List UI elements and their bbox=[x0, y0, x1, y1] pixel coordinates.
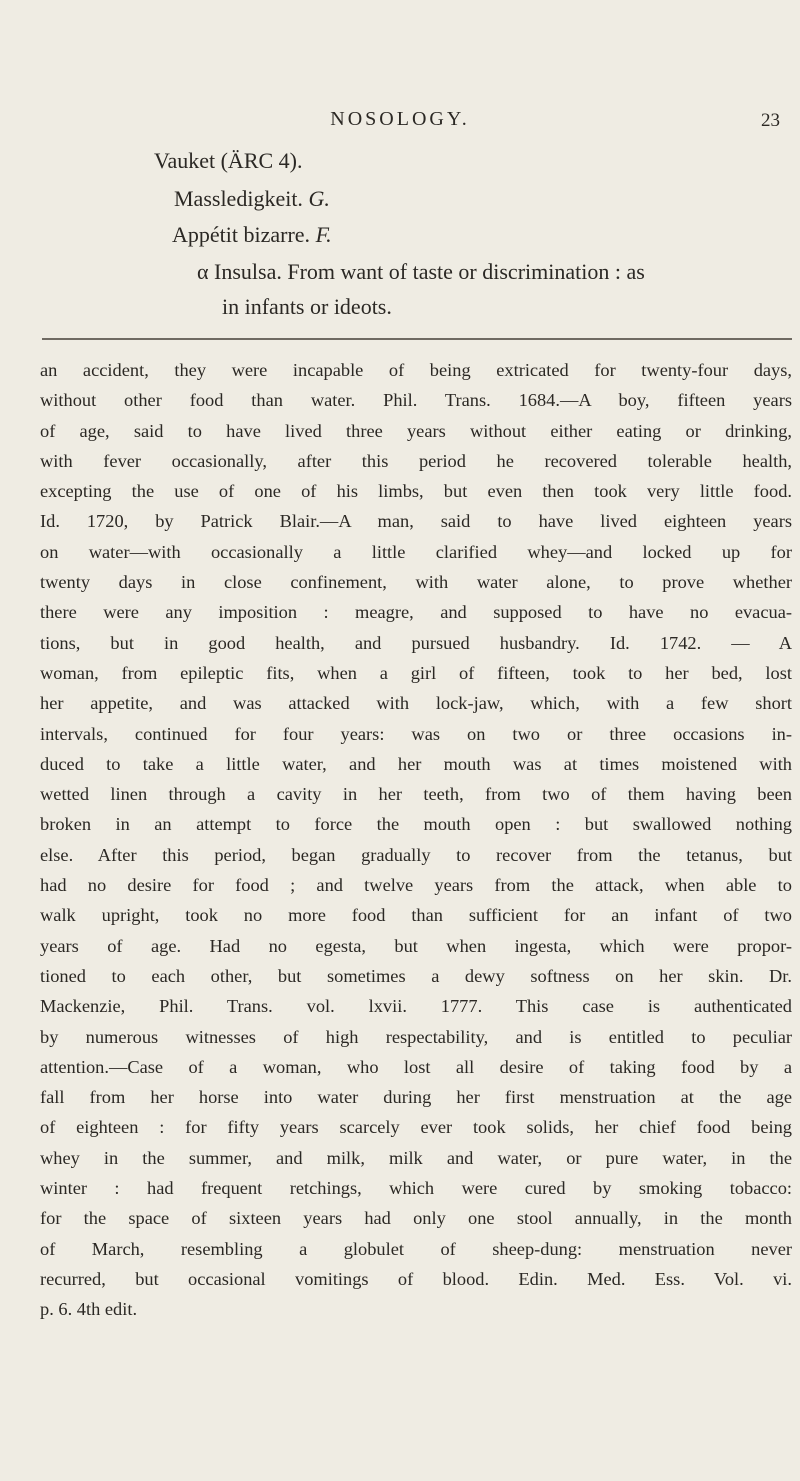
text-line: her appetite, and was attacked with lock-jaw, which, with a few short bbox=[40, 693, 792, 714]
text-line: an accident, they were incapable of being extricated for twenty-four days, bbox=[40, 360, 792, 380]
text-line: by numerous witnesses of high respectability, and is entitled to peculiar bbox=[40, 1026, 792, 1047]
text-line: of eighteen : for fifty years scarcely ever took solids, her chief food being bbox=[40, 1117, 792, 1138]
text-line: woman, from epileptic fits, when a girl of fifteen, took to her bed, lost bbox=[40, 662, 792, 683]
running-title: NOSOLOGY. bbox=[330, 108, 470, 130]
page-number: 23 bbox=[761, 110, 780, 131]
entry-author: G. bbox=[308, 186, 330, 211]
text-line: with fever occasionally, after this period he recovered tolerable health, bbox=[40, 450, 792, 471]
text-line: tioned to each other, but sometimes a dewy softness on her skin. Dr. bbox=[40, 965, 792, 986]
text-line: of March, resembling a globulet of sheep-dung: menstruation never bbox=[40, 1238, 792, 1259]
text-line: wetted linen through a cavity in her teeth, from two of them having been bbox=[40, 784, 792, 805]
text-line: winter : had frequent retchings, which were cured by smoking tobacco: bbox=[40, 1178, 792, 1199]
text-line: twenty days in close confinement, with water alone, to prove whether bbox=[40, 572, 792, 593]
entry-massledigkeit: Massledigkeit. G. bbox=[174, 186, 330, 211]
text-line: walk upright, took no more food than sufficient for an infant of two bbox=[40, 905, 792, 926]
text-line: years of age. Had no egesta, but when ingesta, which were propor- bbox=[40, 935, 792, 956]
text-line: fall from her horse into water during her first menstruation at the age bbox=[40, 1087, 792, 1108]
text-line: Id. 1720, by Patrick Blair.—A man, said to have lived eighteen years bbox=[40, 511, 792, 532]
text-line: p. 6. 4th edit. bbox=[40, 1299, 138, 1320]
body-paragraph bbox=[40, 355, 792, 1325]
text-line: without other food than water. Phil. Trans. 1684.—A boy, fifteen years bbox=[40, 390, 792, 411]
text-line: excepting the use of one of his limbs, but even then took very little food. bbox=[40, 481, 792, 502]
entry-vauket: Vauket (ÄRC 4). bbox=[154, 148, 303, 173]
text-line: duced to take a little water, and her mouth was at times moistened with bbox=[40, 753, 792, 774]
entry-appetit-bizarre: Appétit bizarre. F. bbox=[172, 222, 332, 247]
text-line: intervals, continued for four years: was on two or three occasions in- bbox=[40, 723, 792, 744]
text-line: Mackenzie, Phil. Trans. vol. lxvii. 1777. This case is authenticated bbox=[40, 996, 792, 1017]
section-divider bbox=[42, 338, 792, 340]
text-line: broken in an attempt to force the mouth open : but swallowed nothing bbox=[40, 814, 792, 835]
text-line: on water—with occasionally a little clarified whey—and locked up for bbox=[40, 541, 792, 562]
entry-insulsa-continued: in infants or ideots. bbox=[222, 294, 392, 319]
text-line: recurred, but occasional vomitings of blood. Edin. Med. Ess. Vol. vi. bbox=[40, 1268, 792, 1289]
text-line: for the space of sixteen years had only one stool annually, in the month bbox=[40, 1208, 792, 1229]
text-line: attention.—Case of a woman, who lost all desire of taking food by a bbox=[40, 1056, 792, 1077]
running-header bbox=[0, 108, 800, 138]
entry-author: F. bbox=[315, 222, 332, 247]
text-line: there were any imposition : meagre, and supposed to have no evacua- bbox=[40, 602, 792, 623]
text-line: whey in the summer, and milk, milk and water, or pure water, in the bbox=[40, 1147, 792, 1168]
entry-insulsa: α Insulsa. From want of taste or discrimination : as bbox=[197, 259, 645, 284]
text-line: had no desire for food ; and twelve years from the attack, when able to bbox=[40, 875, 792, 896]
text-line: tions, but in good health, and pursued husbandry. Id. 1742. — A bbox=[40, 632, 792, 653]
text-line: else. After this period, began gradually to recover from the tetanus, but bbox=[40, 844, 792, 865]
text-line: of age, said to have lived three years without either eating or drinking, bbox=[40, 420, 792, 441]
